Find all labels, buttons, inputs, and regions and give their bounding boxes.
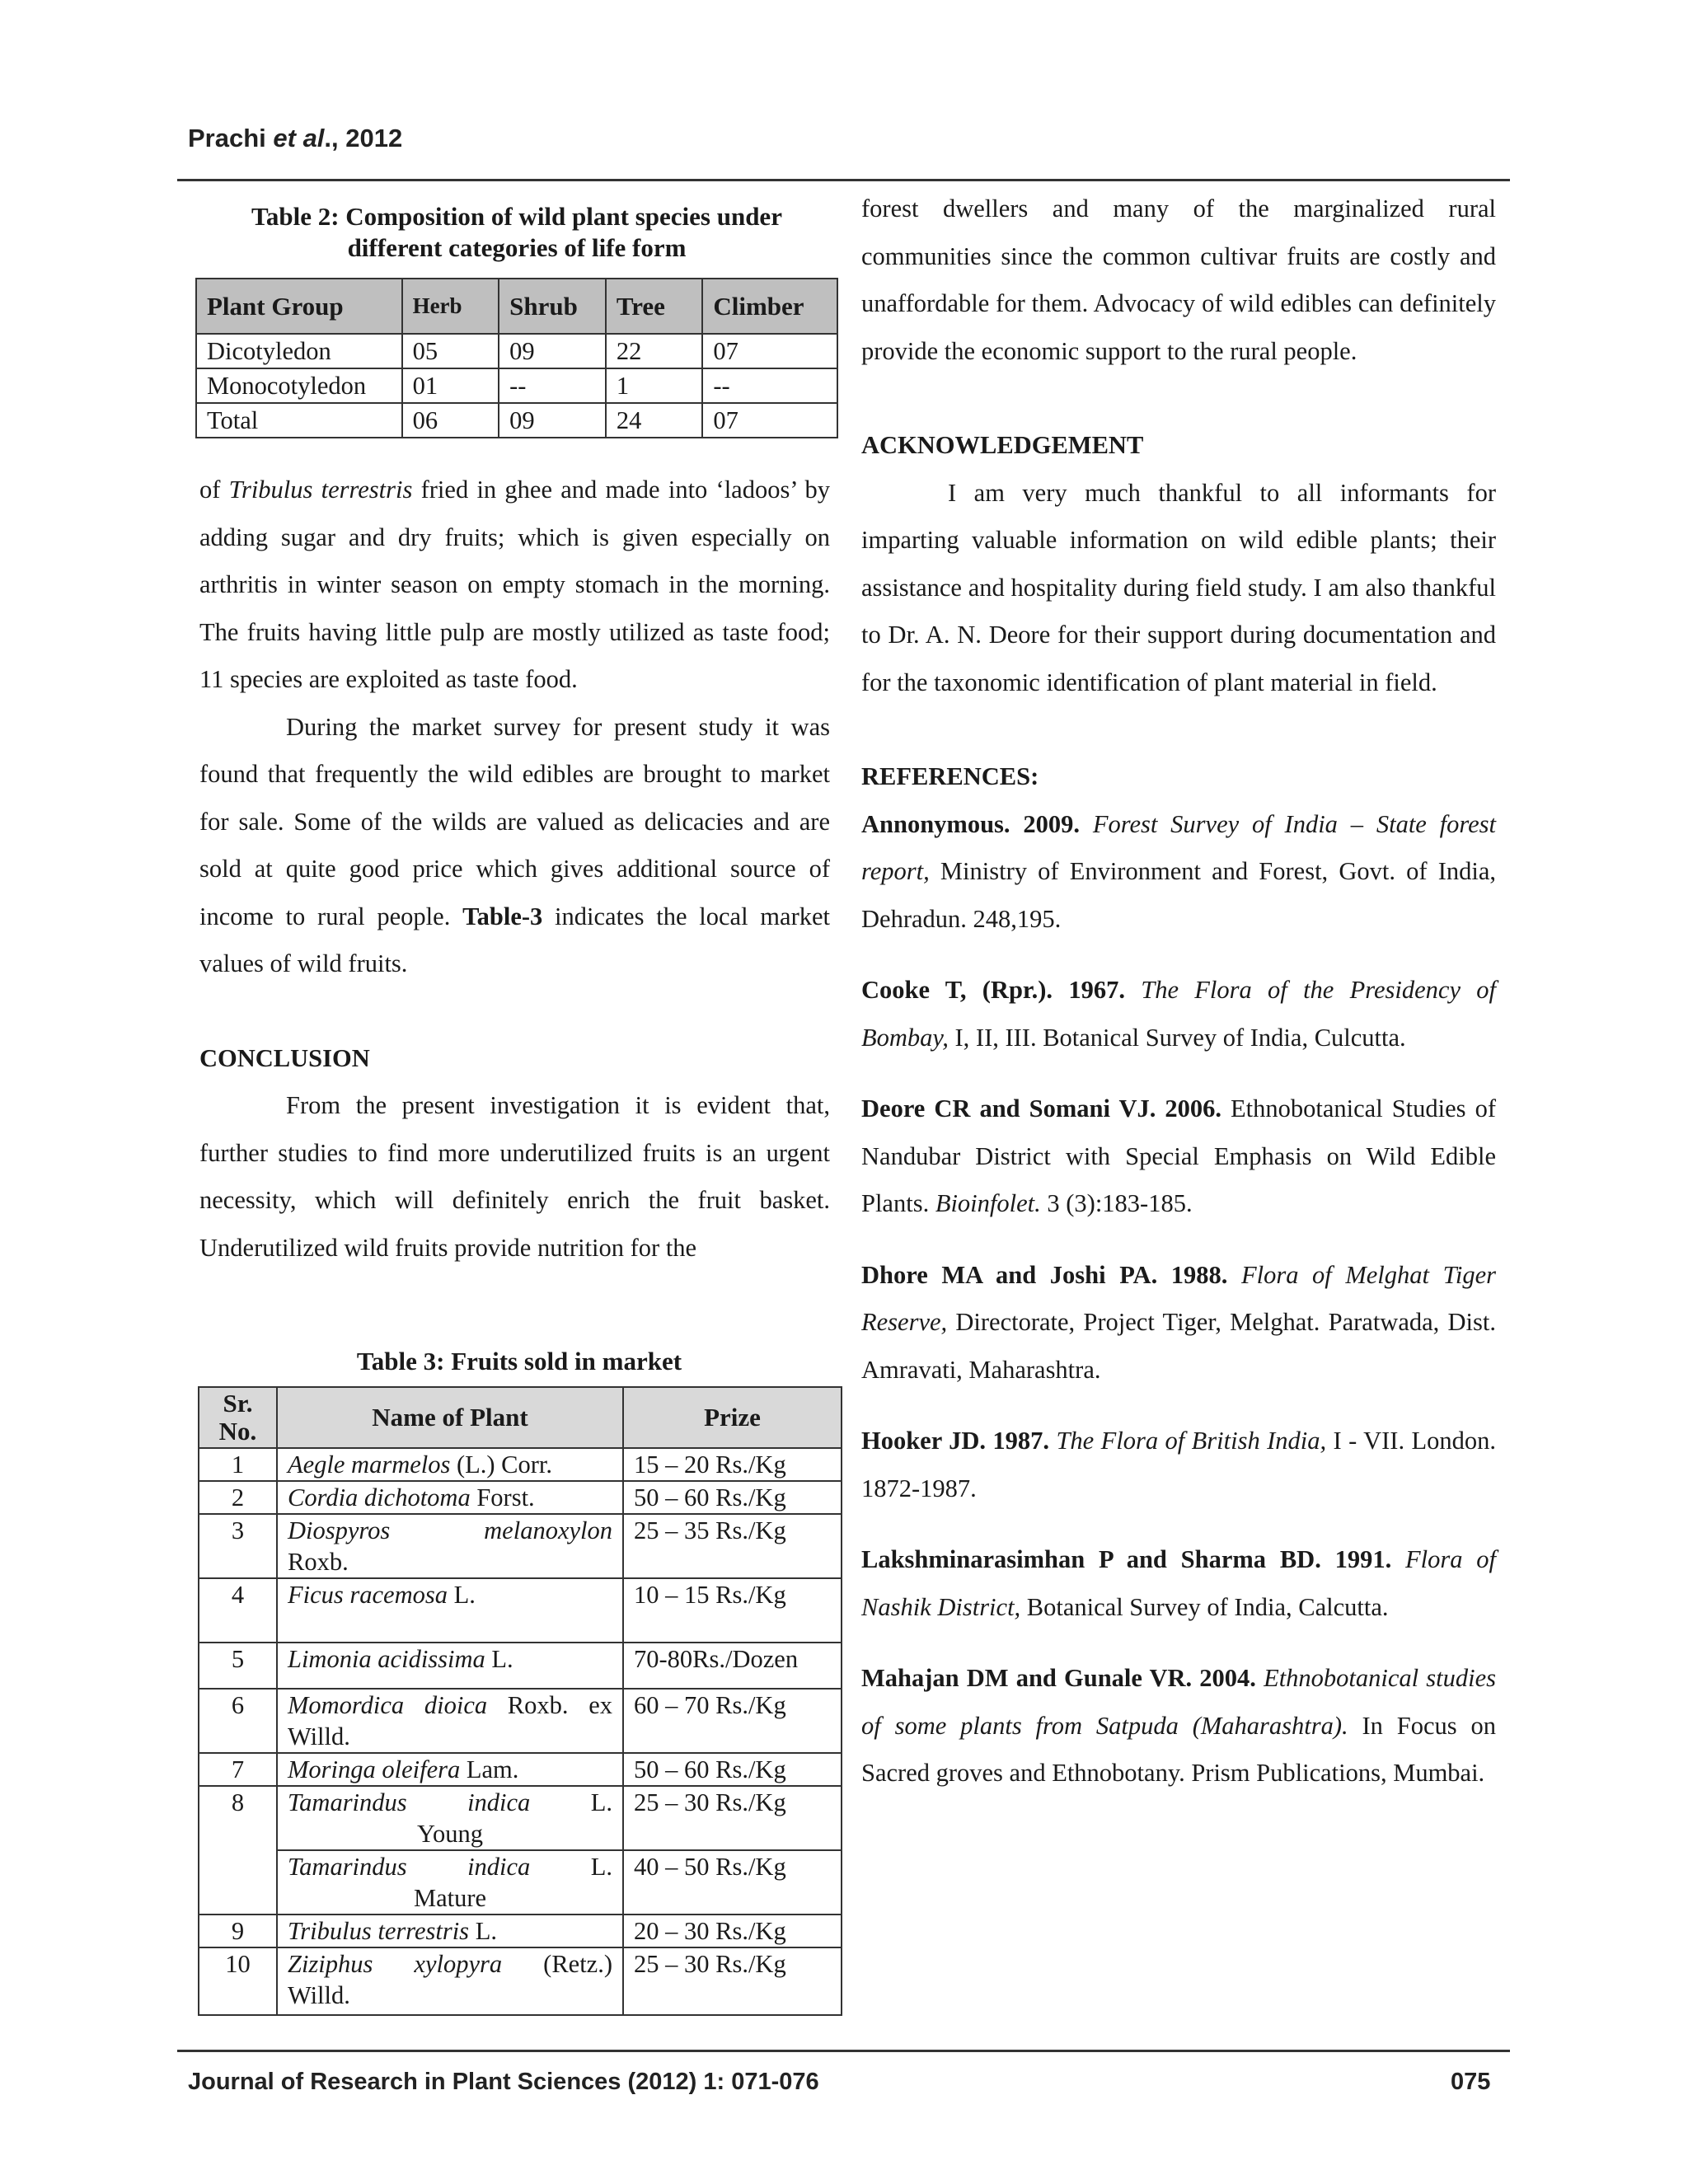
table2-header-cell: Shrub [499,279,606,334]
table-cell: Dicotyledon [196,334,402,368]
table-cell: 10 – 15 Rs./Kg [623,1578,842,1643]
table-cell: 40 – 50 Rs./Kg [623,1850,842,1915]
table-cell: 07 [702,334,837,368]
table3-header-cell: Name of Plant [277,1387,623,1448]
table-cell: 50 – 60 Rs./Kg [623,1753,842,1786]
table-cell: Tamarindus indica L. Mature [277,1850,623,1915]
table-cell: Monocotyledon [196,368,402,403]
table2-header-row [196,279,837,334]
table-cell: Momordica dioica Roxb. ex Willd. [277,1689,623,1753]
table-cell: 60 – 70 Rs./Kg [623,1689,842,1753]
reference-item: Hooker JD. 1987. The Flora of British India, I - VII. London. 1872-1987. [861,1427,1496,1502]
table-cell: Aegle marmelos (L.) Corr. [277,1448,623,1481]
table2-header-cell: Herb [402,279,499,334]
table-cell: 09 [499,334,606,368]
references-heading: REFERENCES: [861,762,1039,790]
table-row [199,1850,842,1915]
table-cell: Ficus racemosa L. [277,1578,623,1643]
table3-header-cell: Sr. No. [199,1387,277,1448]
reference-item: Lakshminarasimhan P and Sharma BD. 1991. Flora of Nashik District, Botanical Survey of India, Calcutta. [861,1545,1496,1621]
table-cell: 1 [606,368,703,403]
paragraph: I am very much thankful to all informants for imparting valuable information on wild edible plants; their assistance and hospitality during field study. I am also thankful to Dr. A. N. Deore for their support during documentation and for the taxonomic identification of plant material in field. [861,478,1496,696]
table-cell: Cordia dichotoma Forst. [277,1481,623,1514]
paragraph: of Tribulus terrestris fried in ghee and made into ‘ladoos’ by adding sugar and dry fruits; which is given especially on arthritis in winter season on empty stomach in the morning. The fruits having little pulp are mostly utilized as taste food; 11 species are exploited as taste food. [199,476,830,693]
table-cell: 25 – 30 Rs./Kg [623,1947,842,2015]
reference-item: Dhore MA and Joshi PA. 1988. Flora of Melghat Tiger Reserve, Directorate, Project Tiger, Melghat. Paratwada, Dist. Amravati, Maharashtra. [861,1260,1496,1384]
table-cell: 24 [606,403,703,438]
table-cell: 10 [199,1947,277,2015]
table-cell: -- [499,368,606,403]
table-row [196,368,837,403]
table-row [199,1915,842,1947]
table-cell: 7 [199,1753,277,1786]
table-cell: Ziziphus xylopyra (Retz.) Willd. [277,1947,623,2015]
spacer [199,988,830,1035]
table-cell: 09 [499,403,606,438]
table-row [196,334,837,368]
table-cell: 8 [199,1786,277,1915]
reference-item: Cooke T, (Rpr.). 1967. The Flora of the Presidency of Bombay, I, II, III. Botanical Survey of India, Culcutta. [861,976,1496,1052]
reference-item: Deore CR and Somani VJ. 2006. Ethnobotanical Studies of Nandubar District with Special Emphasis on Wild Edible Plants. Bioinfolet. 3 (3):183-185. [861,1094,1496,1217]
paragraph: During the market survey for present study it was found that frequently the wild edibles are brought to market for sale. Some of the wilds are valued as delicacies and are sold at quite good price which gives additional source of income to rural people. Table-3 indicates the local market values of wild fruits. [199,712,830,977]
table-cell: 07 [702,403,837,438]
spacer [861,375,1496,422]
table-cell: 25 – 30 Rs./Kg [623,1786,842,1850]
table-cell: 5 [199,1643,277,1689]
footer-rule [177,2050,1510,2052]
table-cell: 22 [606,334,703,368]
journal-citation: Journal of Research in Plant Sciences (2012) 1: 071-076 [188,2069,819,2095]
table-row [199,1786,842,1850]
acknowledgement-heading: ACKNOWLEDGEMENT [861,431,1144,459]
table-cell: 01 [402,368,499,403]
conclusion-heading: CONCLUSION [199,1043,370,1072]
table2-header-cell: Plant Group [196,279,402,334]
table-row [199,1689,842,1753]
table-cell: 06 [402,403,499,438]
table3-caption: Table 3: Fruits sold in market [356,1347,682,1376]
table-row [199,1514,842,1578]
table-cell: 3 [199,1514,277,1578]
reference-item: Annonymous. 2009. Forest Survey of India – State forest report, Ministry of Environment and Forest, Govt. of India, Dehradun. 248,195. [861,809,1496,933]
table-row [196,403,837,438]
table-cell: Moringa oleifera Lam. [277,1753,623,1786]
table-cell: -- [702,368,837,403]
table-cell: Tribulus terrestris L. [277,1915,623,1947]
table-cell: Total [196,403,402,438]
table-cell: 9 [199,1915,277,1947]
table-cell: Tamarindus indica L. Young [277,1786,623,1850]
table-cell: 05 [402,334,499,368]
table-cell: Limonia acidissima L. [277,1643,623,1689]
page-number: 075 [1451,2069,1491,2095]
table2-header-cell: Tree [606,279,703,334]
header-rule [177,179,1510,181]
table-cell: Diospyros melanoxylon Roxb. [277,1514,623,1578]
table-row [199,1481,842,1514]
table3-header-row [199,1387,842,1448]
table3 [198,1386,842,2016]
running-head: Prachi et al., 2012 [188,124,403,152]
right-column [861,185,1496,1797]
table2-header-cell: Climber [702,279,837,334]
table-row [199,1643,842,1689]
table3-header-cell: Prize [623,1387,842,1448]
paragraph: forest dwellers and many of the marginalized rural communities since the common cultivar fruits are costly and unaffordable for them. Advocacy of wild edibles can definitely provide the economic support to the rural people. [861,194,1496,365]
table-cell: 6 [199,1689,277,1753]
table-row [199,1578,842,1643]
table-cell: 25 – 35 Rs./Kg [623,1514,842,1578]
table-cell: 50 – 60 Rs./Kg [623,1481,842,1514]
left-column [199,466,830,1272]
table2-caption: Table 2: Composition of wild plant species under different categories of life form [251,202,782,262]
table2 [195,278,838,438]
table-cell: 70-80Rs./Dozen [623,1643,842,1689]
table-cell: 2 [199,1481,277,1514]
paragraph: From the present investigation it is evident that, further studies to find more underutilized fruits is an urgent necessity, which will definitely enrich the fruit basket. Underutilized wild fruits provide nutrition for the [199,1091,830,1262]
spacer [861,706,1496,753]
table-row [199,1448,842,1481]
table-row [199,1947,842,2015]
table-cell: 15 – 20 Rs./Kg [623,1448,842,1481]
table-row [199,1753,842,1786]
reference-item: Mahajan DM and Gunale VR. 2004. Ethnobotanical studies of some plants from Satpuda (Maharashtra). In Focus on Sacred groves and Ethnobotany. Prism Publications, Mumbai. [861,1664,1496,1787]
table-cell: 1 [199,1448,277,1481]
table-cell: 20 – 30 Rs./Kg [623,1915,842,1947]
table-cell: 4 [199,1578,277,1643]
